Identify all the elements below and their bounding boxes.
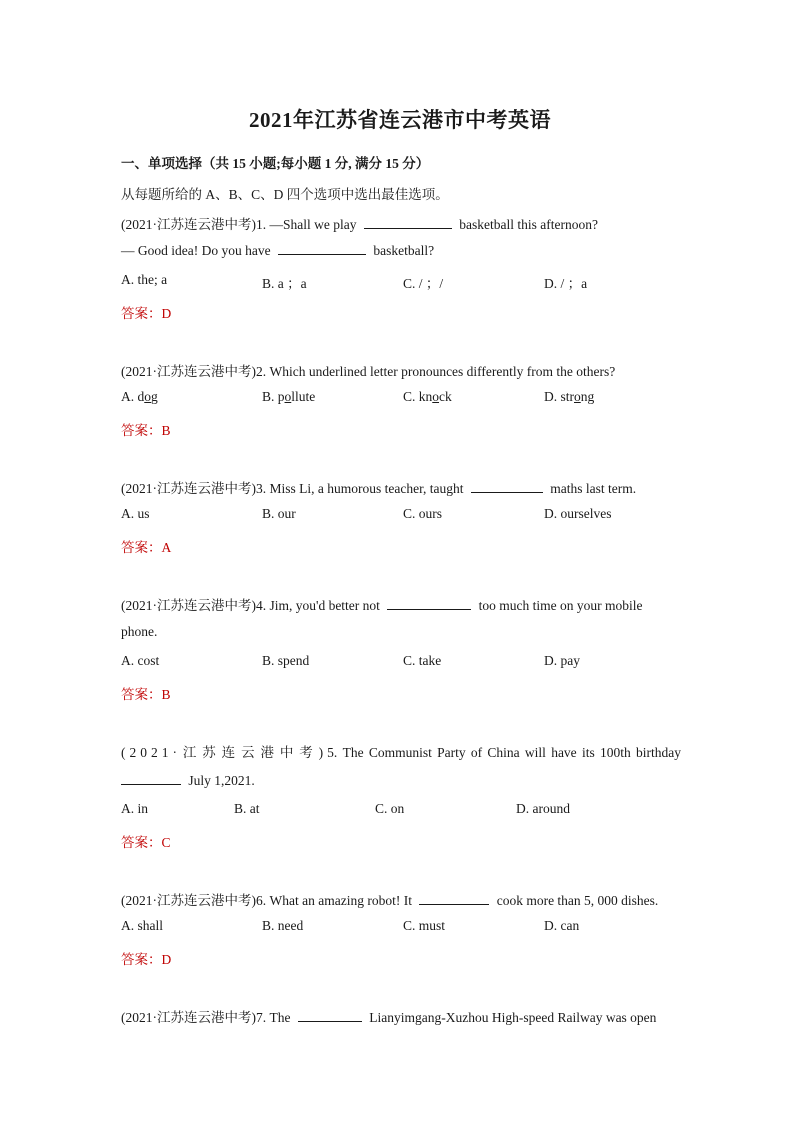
answer-value: D — [161, 952, 172, 967]
question-5-stem — [121, 741, 681, 761]
answer-prefix: 答案： — [121, 306, 162, 321]
option-b: B. spend — [262, 653, 310, 668]
option-c: C. / ；/ — [403, 276, 444, 291]
option-a: A. the; a — [121, 272, 168, 287]
underlined-letter: o — [144, 389, 151, 404]
question-text: — Good idea! Do you have — [121, 243, 271, 258]
question-text: 3. Miss Li, a humorous teacher, taught — [256, 481, 464, 496]
question-2-stem — [121, 360, 681, 380]
answer-line — [121, 302, 171, 322]
option-a: A. shall — [121, 918, 163, 933]
question-1-reply — [121, 242, 681, 259]
answer-blank — [298, 1009, 362, 1022]
question-4-continuation: phone. — [121, 624, 158, 639]
option-d: D. ourselves — [544, 506, 612, 521]
section-instruction: 从每题所给的 A、B、C、D 四个选项中选出最佳选项。 — [121, 187, 449, 202]
answer-blank — [278, 242, 366, 255]
option-c: C. on — [375, 801, 405, 816]
option-b: B. a ；a — [262, 276, 307, 291]
option-b: B. our — [262, 506, 296, 521]
option-d: D. / ；a — [544, 276, 588, 291]
option-b: B. need — [262, 918, 304, 933]
question-text: 2. Which underlined letter pronounces differently from the others? — [256, 364, 616, 379]
answer-value: B — [161, 423, 171, 438]
option-c: C. take — [403, 653, 442, 668]
option-d: D. around — [516, 801, 570, 816]
option-b: B. at — [234, 801, 260, 816]
answer-blank — [387, 597, 471, 610]
underlined-letter: o — [574, 389, 581, 404]
answer-value: C — [161, 835, 171, 850]
section-heading: 一、单项选择（共 15 小题;每小题 1 分, 满分 15 分） — [121, 156, 430, 171]
question-text: 1. —Shall we play — [256, 217, 357, 232]
option-a: A. us — [121, 506, 150, 521]
answer-prefix: 答案： — [121, 687, 162, 702]
question-source: (2021·江苏连云港中考) — [121, 745, 328, 760]
question-text: 6. What an amazing robot! It — [256, 893, 412, 908]
question-1-stem — [121, 213, 681, 233]
answer-blank — [471, 480, 543, 493]
question-text: 4. Jim, you'd better not — [256, 598, 380, 613]
question-3-stem — [121, 477, 681, 497]
option-d: D. can — [544, 918, 580, 933]
question-text: too much time on your mobile — [478, 598, 643, 613]
page-title: 2021年江苏省连云港市中考英语 — [249, 108, 551, 132]
answer-value: D — [161, 306, 172, 321]
option-c: C. knock — [403, 389, 452, 404]
answer-blank — [121, 772, 181, 785]
question-text: Lianyimgang-Xuzhou High-speed Railway was open — [369, 1010, 657, 1025]
answer-prefix: 答案： — [121, 423, 162, 438]
question-source: (2021·江苏连云港中考) — [121, 893, 256, 908]
answer-blank — [419, 892, 489, 905]
underlined-letter: o — [432, 389, 440, 404]
question-text: basketball this afternoon? — [459, 217, 598, 232]
question-4-stem — [121, 594, 681, 614]
answer-value: B — [161, 687, 171, 702]
question-6-stem — [121, 889, 681, 909]
question-text: maths last term. — [550, 481, 637, 496]
option-a: A. dog — [121, 389, 158, 404]
question-text: basketball? — [373, 243, 435, 258]
question-5-continuation — [121, 772, 681, 789]
question-source: (2021·江苏连云港中考) — [121, 1010, 256, 1025]
answer-line — [121, 683, 171, 703]
answer-line — [121, 948, 171, 968]
option-c: C. must — [403, 918, 446, 933]
question-text: 7. The — [256, 1010, 291, 1025]
option-d: D. strong — [544, 389, 595, 404]
option-a: A. in — [121, 801, 148, 816]
question-text: July 1,2021. — [188, 773, 255, 788]
question-text: 5. The Communist Party of China will have its 100th birthday — [327, 745, 681, 760]
option-d: D. pay — [544, 653, 580, 668]
option-a: A. cost — [121, 653, 160, 668]
question-source: (2021·江苏连云港中考) — [121, 598, 256, 613]
option-b: B. pollute — [262, 389, 316, 404]
answer-value: A — [161, 540, 172, 555]
option-c: C. ours — [403, 506, 443, 521]
answer-prefix: 答案： — [121, 540, 162, 555]
answer-line — [121, 419, 171, 439]
question-source: (2021·江苏连云港中考) — [121, 217, 256, 232]
question-source: (2021·江苏连云港中考) — [121, 364, 256, 379]
question-source: (2021·江苏连云港中考) — [121, 481, 256, 496]
answer-prefix: 答案： — [121, 835, 162, 850]
question-text: cook more than 5, 000 dishes. — [496, 893, 659, 908]
answer-line — [121, 536, 171, 556]
underlined-letter: o — [284, 389, 292, 404]
answer-blank — [364, 216, 452, 229]
question-7-stem — [121, 1006, 681, 1026]
answer-line — [121, 831, 171, 851]
answer-prefix: 答案： — [121, 952, 162, 967]
